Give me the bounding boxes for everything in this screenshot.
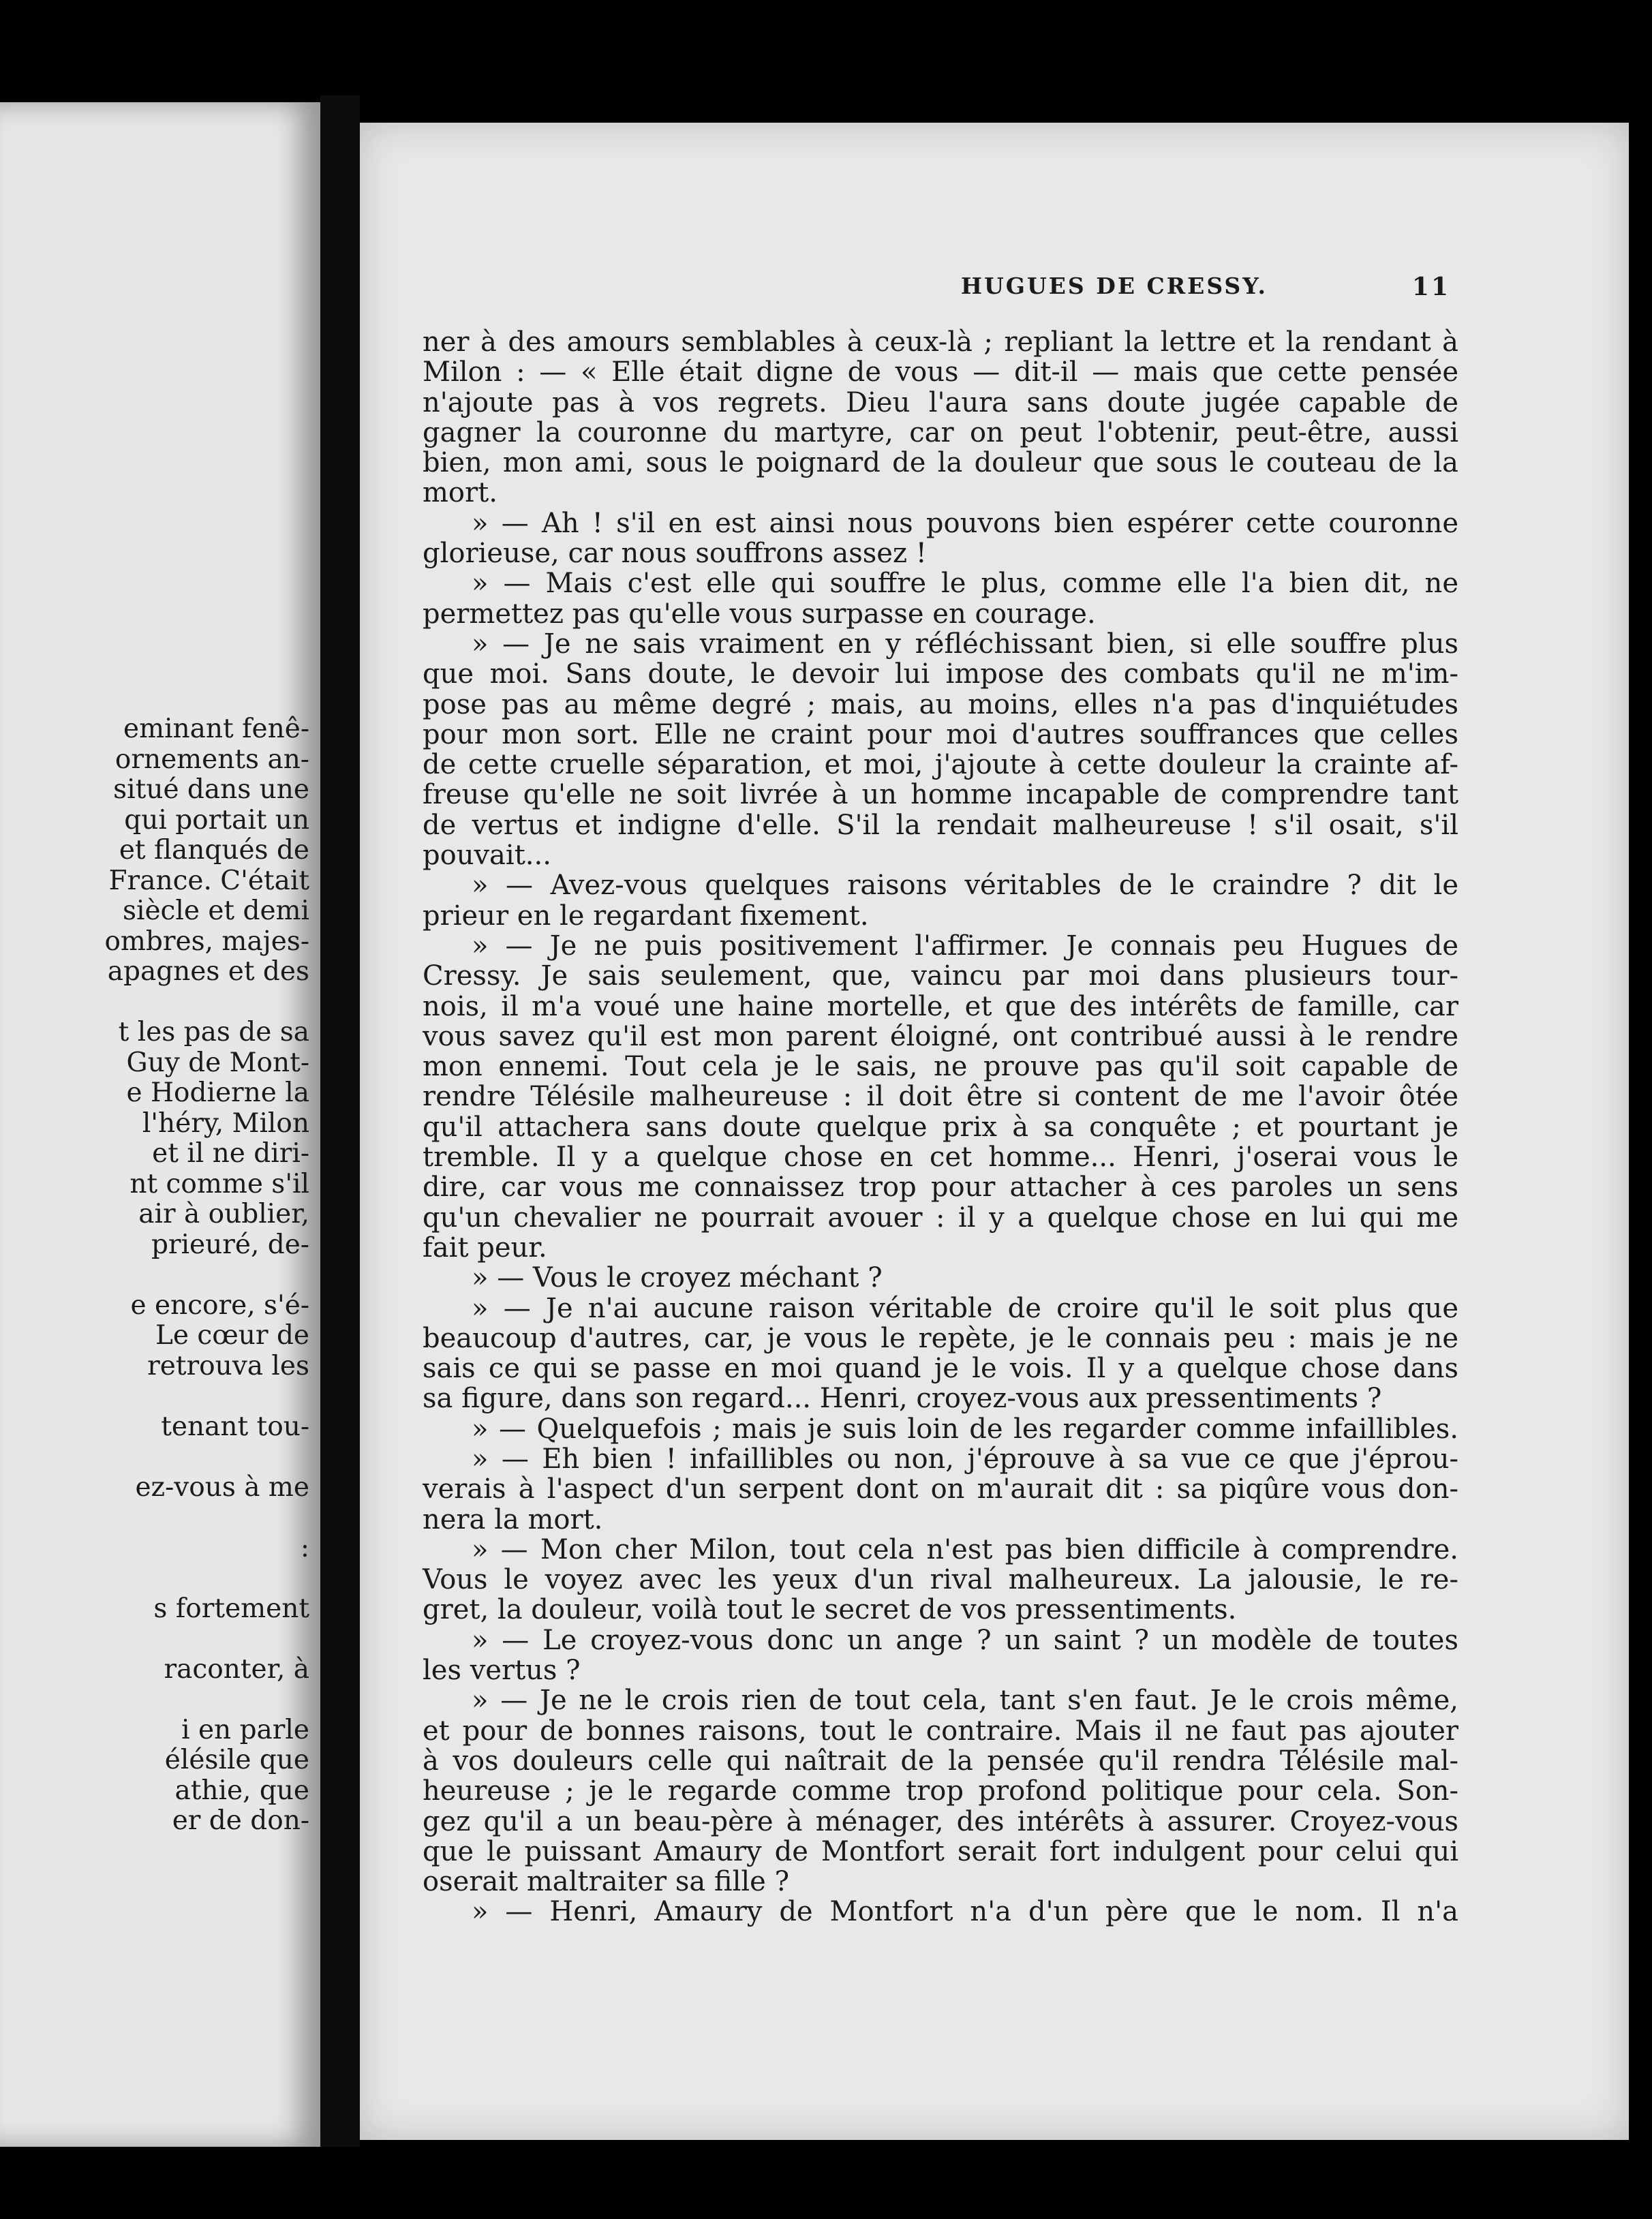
- page-number: 11: [1411, 273, 1450, 301]
- text-line: gret, la douleur, voilà tout le secret de vos pressentiments.: [423, 1594, 1237, 1626]
- left-page-fragment: élésile que: [164, 1745, 309, 1775]
- text-line: gagner la couronne du martyre, car on peut l'obtenir, peut-être, aussi: [423, 416, 1458, 448]
- left-page-fragment: tenant tou-: [161, 1411, 309, 1442]
- text-line: nera la mort.: [423, 1503, 603, 1535]
- right-page: [360, 123, 1629, 2140]
- left-page-fragment: Guy de Mont-: [126, 1047, 309, 1078]
- left-page-fragment: athie, que: [174, 1775, 309, 1806]
- text-line: qu'un chevalier ne pourrait avouer : il y a quelque chose en lui qui me: [423, 1202, 1458, 1234]
- text-line: heureuse ; je le regarde comme trop profond politique pour cela. Son-: [423, 1775, 1458, 1807]
- text-line: vous savez qu'il est mon parent éloigné, ont contribué aussi à le rendre: [423, 1020, 1458, 1052]
- text-line: Cressy. Je sais seulement, que, vaincu par moi dans plusieurs tour-: [423, 960, 1458, 992]
- running-title: HUGUES DE CRESSY.: [960, 273, 1268, 299]
- text-line: oserait maltraiter sa fille ?: [423, 1866, 790, 1898]
- text-line: » — Henri, Amaury de Montfort n'a d'un père que le nom. Il n'a: [472, 1896, 1458, 1928]
- left-page-fragment: qui portait un: [124, 804, 309, 836]
- text-line: de vertus et indigne d'elle. S'il la rendait malheureuse ! s'il osait, s'il: [423, 809, 1458, 841]
- left-page-fragment: ornements an-: [114, 744, 309, 775]
- left-page-fragment: apagnes et des: [107, 956, 309, 987]
- text-line: fait peur.: [423, 1231, 547, 1264]
- text-line: qu'il attachera sans doute quelque prix à sa conquête ; et pourtant je: [423, 1111, 1458, 1143]
- text-line: » — Avez-vous quelques raisons véritables de le craindre ? dit le: [472, 870, 1458, 902]
- left-page: [0, 102, 320, 2147]
- text-line: de cette cruelle séparation, et moi, j'ajoute à cette douleur la crainte af-: [423, 749, 1458, 781]
- text-line: mort.: [423, 477, 498, 509]
- left-page-fragment: t les pas de sa: [118, 1017, 309, 1047]
- left-page-fragment: s fortement: [153, 1593, 309, 1624]
- text-line: glorieuse, car nous souffrons assez !: [423, 538, 927, 570]
- text-line: pose pas au même degré ; mais, au moins, elles n'a pas d'inquiétudes: [423, 688, 1458, 720]
- text-line: » — Quelquefois ; mais je suis loin de les regarder comme infaillibles.: [472, 1413, 1458, 1445]
- text-line: » — Je ne puis positivement l'affirmer. Je connais peu Hugues de: [472, 930, 1458, 962]
- left-page-fragment: air à oublier,: [138, 1199, 309, 1229]
- text-line: à vos douleurs celle qui naîtrait de la pensée qu'il rendra Télésile mal-: [423, 1745, 1458, 1777]
- text-line: que le puissant Amaury de Montfort serait fort indulgent pour celui qui: [423, 1835, 1458, 1867]
- left-page-fragment: raconter, à: [164, 1653, 309, 1685]
- left-page-fragment: ez-vous à me: [135, 1471, 309, 1503]
- text-line: pour mon sort. Elle ne craint pour moi d'autres souffrances que celles: [423, 718, 1458, 750]
- left-page-fragment: prieuré, de-: [151, 1229, 309, 1260]
- left-page-fragment: France. C'était: [108, 865, 309, 896]
- left-page-fragment: retrouva les: [147, 1350, 309, 1381]
- left-page-fragment: e encore, s'é-: [130, 1289, 309, 1321]
- text-line: » — Le croyez-vous donc un ange ? un saint ? un modèle de toutes: [472, 1624, 1458, 1656]
- text-line: » — Je ne le crois rien de tout cela, tant s'en faut. Je le crois même,: [472, 1685, 1458, 1717]
- text-line: nois, il m'a voué une haine mortelle, et que des intérêts de famille, car: [423, 990, 1458, 1022]
- left-page-fragment: nt comme s'il: [129, 1168, 309, 1199]
- left-page-fragment: l'héry, Milon: [142, 1107, 309, 1139]
- left-page-fragment: i en parle: [181, 1714, 309, 1745]
- text-line: » — Mon cher Milon, tout cela n'est pas bien difficile à comprendre.: [472, 1533, 1458, 1565]
- text-line: » — Eh bien ! infaillibles ou non, j'éprouve à sa vue ce que j'éprou-: [472, 1443, 1458, 1475]
- text-line: que moi. Sans doute, le devoir lui impose des combats qu'il ne m'im-: [423, 658, 1458, 690]
- text-line: Vous le voyez avec les yeux d'un rival malheureux. La jalousie, le re-: [423, 1564, 1458, 1596]
- text-line: sais ce qui se passe en moi quand je le vois. Il y a quelque chose dans: [423, 1353, 1458, 1385]
- text-line: mon ennemi. Tout cela je le sais, ne prouve pas qu'il soit capable de: [423, 1051, 1458, 1083]
- text-line: rendre Télésile malheureuse : il doit être si content de me l'avoir ôtée: [423, 1081, 1458, 1113]
- left-page-fragment: situé dans une: [113, 774, 309, 805]
- left-page-fragment: eminant fenê-: [123, 714, 309, 744]
- text-line: ner à des amours semblables à ceux-là ; repliant la lettre et la rendant à: [423, 326, 1458, 358]
- text-line: n'ajoute pas à vos regrets. Dieu l'aura sans doute jugée capable de: [423, 386, 1458, 418]
- text-line: et pour de bonnes raisons, tout le contraire. Mais il ne faut pas ajouter: [423, 1715, 1458, 1747]
- left-page-fragment: ombres, majes-: [104, 925, 309, 957]
- text-line: » — Je n'ai aucune raison véritable de croire qu'il le soit plus que: [472, 1292, 1458, 1324]
- text-line: beaucoup d'autres, car, je vous le repète, je le connais peu : mais je ne: [423, 1322, 1458, 1354]
- text-line: prieur en le regardant fixement.: [423, 900, 869, 932]
- text-line: sa figure, dans son regard... Henri, croyez-vous aux pressentiments ?: [423, 1383, 1382, 1415]
- left-page-fragment: :: [300, 1532, 309, 1563]
- text-line: » — Je ne sais vraiment en y réfléchissant bien, si elle souffre plus: [472, 628, 1458, 660]
- text-line: » — Ah ! s'il en est ainsi nous pouvons bien espérer cette couronne: [472, 507, 1458, 539]
- text-line: permettez pas qu'elle vous surpasse en courage.: [423, 598, 1096, 630]
- text-line: » — Mais c'est elle qui souffre le plus, comme elle l'a bien dit, ne: [472, 568, 1458, 600]
- running-head: [816, 273, 1450, 301]
- left-page-fragment: e Hodierne la: [126, 1077, 309, 1108]
- text-line: tremble. Il y a quelque chose en cet homme... Henri, j'oserai vous le: [423, 1142, 1458, 1174]
- left-page-fragment: et flanqués de: [119, 835, 309, 866]
- left-page-fragment: siècle et demi: [122, 896, 309, 926]
- text-line: verais à l'aspect d'un serpent dont on m'aurait dit : sa piqûre vous don-: [423, 1473, 1458, 1505]
- text-line: dire, car vous me connaissez trop pour attacher à ces paroles un sens: [423, 1172, 1458, 1204]
- text-line: pouvait...: [423, 840, 551, 872]
- text-line: bien, mon ami, sous le poignard de la douleur que sous le couteau de la: [423, 447, 1458, 479]
- book-gutter: [320, 95, 360, 2147]
- left-page-fragment: et il ne diri-: [152, 1138, 309, 1169]
- text-line: freuse qu'elle ne soit livrée à un homme incapable de comprendre tant: [423, 779, 1458, 811]
- text-line: les vertus ?: [423, 1655, 581, 1687]
- left-page-fragment: er de don-: [172, 1805, 309, 1836]
- left-page-fragment: Le cœur de: [155, 1320, 309, 1351]
- body-text: [423, 327, 1458, 1927]
- text-line: » — Vous le croyez méchant ?: [472, 1262, 883, 1294]
- text-line: gez qu'il a un beau-père à ménager, des intérêts à assurer. Croyez-vous: [423, 1805, 1458, 1837]
- text-line: Milon : — « Elle était digne de vous — dit-il — mais que cette pensée: [423, 356, 1458, 388]
